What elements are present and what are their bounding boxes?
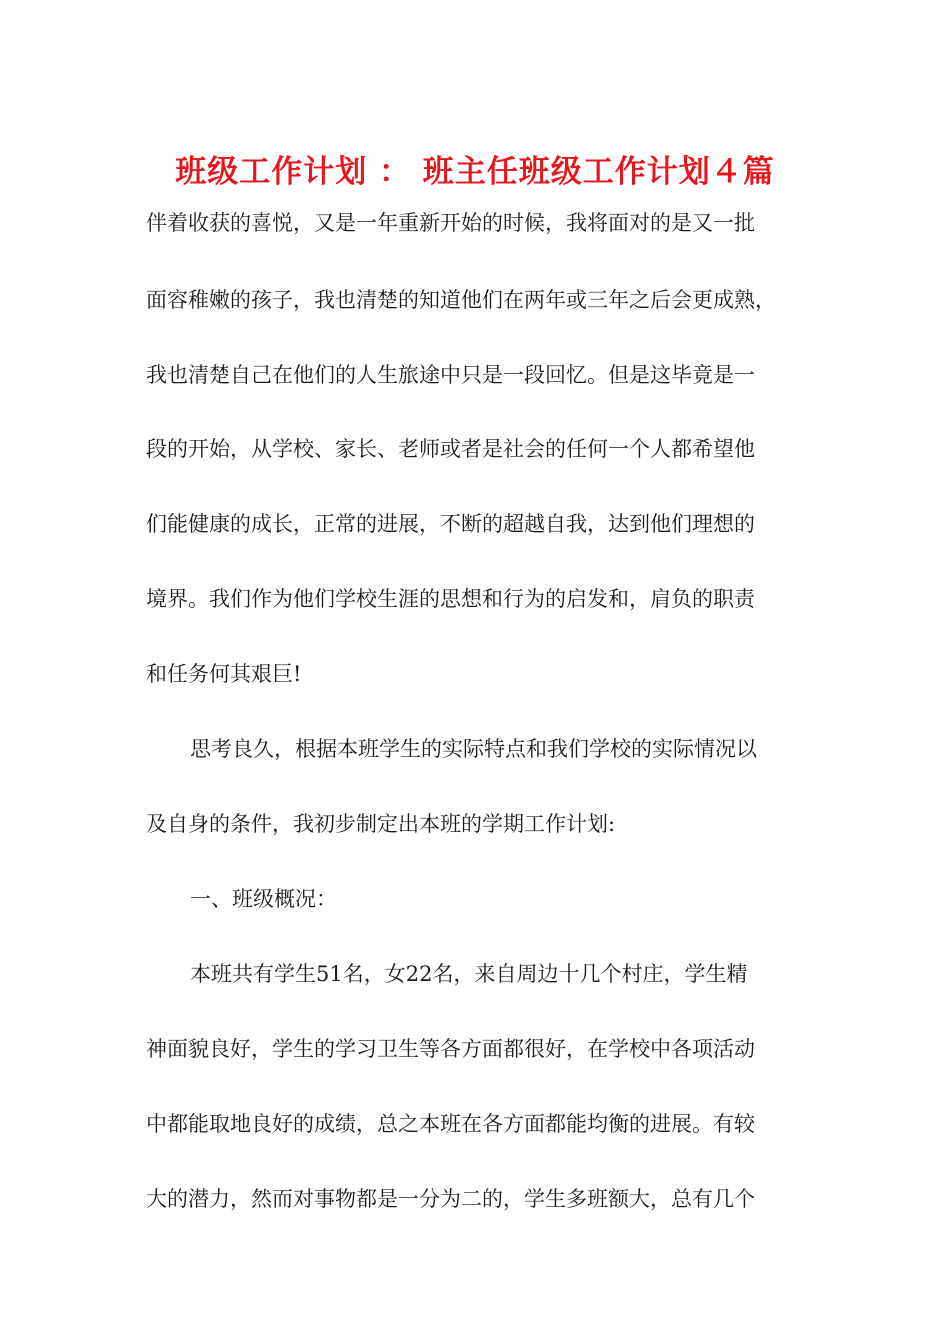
section-heading: 一、班级概况： [190,887,337,911]
text-line: 中都能取地良好的成绩，总之本班在各方面都能均衡的进展。有较 [146,1112,755,1136]
document-body [146,0,806,1344]
text-line: 和任务何其艰巨! [146,662,302,686]
text-line: 我也清楚自己在他们的人生旅途中只是一段回忆。但是这毕竟是一 [146,363,755,387]
text-line: 思考良久，根据本班学生的实际特点和我们学校的实际情况以 [190,737,757,761]
text-line: 大的潜力，然而对事物都是一分为二的，学生多班额大，总有几个 [146,1187,755,1211]
text-line: 神面貌良好，学生的学习卫生等各方面都很好，在学校中各项活动 [146,1037,755,1061]
text-line: 境界。我们作为他们学校生涯的思想和行为的启发和，肩负的职责 [146,587,755,611]
text-line: 本班共有学生51名，女22名，来自周边十几个村庄，学生精 [190,962,748,986]
text-line: 及自身的条件，我初步制定出本班的学期工作计划: [146,812,616,836]
text-line: 伴着收获的喜悦，又是一年重新开始的时候，我将面对的是又一批 [146,211,755,235]
text-line: 面容稚嫩的孩子，我也清楚的知道他们在两年或三年之后会更成熟， [146,288,776,312]
text-line: 段的开始，从学校、家长、老师或者是社会的任何一个人都希望他 [146,437,755,461]
text-line: 们能健康的成长，正常的进展，不断的超越自我，达到他们理想的 [146,512,755,536]
document-title: 班级工作计划 ： 班主任班级工作计划４篇 [175,154,775,190]
